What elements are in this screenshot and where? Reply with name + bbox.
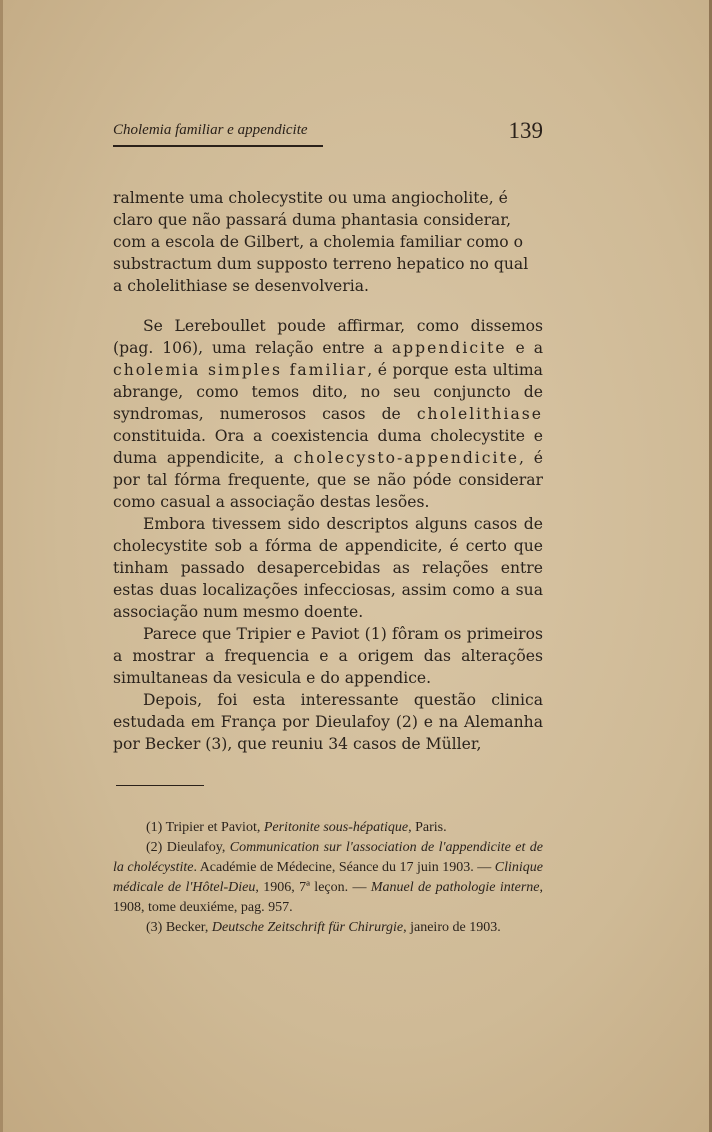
spaced-term: cholecysto-appendicite xyxy=(293,449,520,467)
footnote-rule xyxy=(116,785,204,786)
paragraph-4: Parece que Tripier e Paviot (1) fôram os primeiros a mostrar a frequencia e a origem das alterações simultaneas da vesicula e do appendice. xyxy=(113,625,543,687)
page-header xyxy=(113,120,543,150)
paragraph-1: ralmente uma cholecystite ou uma angiocholite, é claro que não passará duma phantasia considerar, com a escola de Gilbert, a cholemia familiar como o substractum dum supposto terreno hepatico no qual a cholelithiase se desenvolveria. xyxy=(113,189,529,295)
running-title: Cholemia familiar e appendicite xyxy=(113,122,308,138)
spaced-term: cholelithiase xyxy=(416,405,543,423)
paragraph-2: Se Lereboullet poude affirmar, como dissemos (pag. 106), uma relação entre a appendicite e a cholemia simples familiar, é porque esta ultima abrange, como temos dito, no seu conjuncto de syndromas, numerosos casos de cholelithiase constituida. Ora a coexistencia duma cholecystite e duma appendicite, a cholecysto-appendicite, é por tal fórma frequente, que se não póde considerar como casual a associação destas lesões. xyxy=(113,317,543,511)
footnote-1: (1) Tripier et Paviot, Peritonite sous-hépatique, Paris. xyxy=(146,820,447,835)
page-number: 139 xyxy=(508,118,543,143)
footnote-2: (2) Dieulafoy, Communication sur l'association de l'appendicite et de la cholécystite. Académie de Médecine, Séance du 17 juin 1903. — Clinique médicale de l'Hôtel-Dieu, 1906, 7ª leçon. — Manuel de pathologie interne, 1908, tome deuxiéme, pag. 957. xyxy=(113,840,544,915)
spaced-term: cholemia simples familiar xyxy=(113,361,368,379)
footnote-3: (3) Becker, Deutsche Zeitschrift für Chirurgie, janeiro de 1903. xyxy=(146,920,501,935)
body-text xyxy=(113,187,543,755)
header-rule xyxy=(113,145,323,147)
paragraph-5: Depois, foi esta interessante questão clinica estudada em França por Dieulafoy (2) e na Alemanha por Becker (3), que reuniu 34 casos de Müller, xyxy=(113,691,543,753)
spaced-term: appendicite xyxy=(391,339,507,357)
paragraph-3: Embora tivessem sido descriptos alguns casos de cholecystite sob a fórma de appendicite, é certo que tinham passado desapercebidas as relações entre estas duas localizações infecciosas, assim como a sua associação num mesmo doente. xyxy=(113,515,543,621)
footnotes xyxy=(113,818,543,938)
